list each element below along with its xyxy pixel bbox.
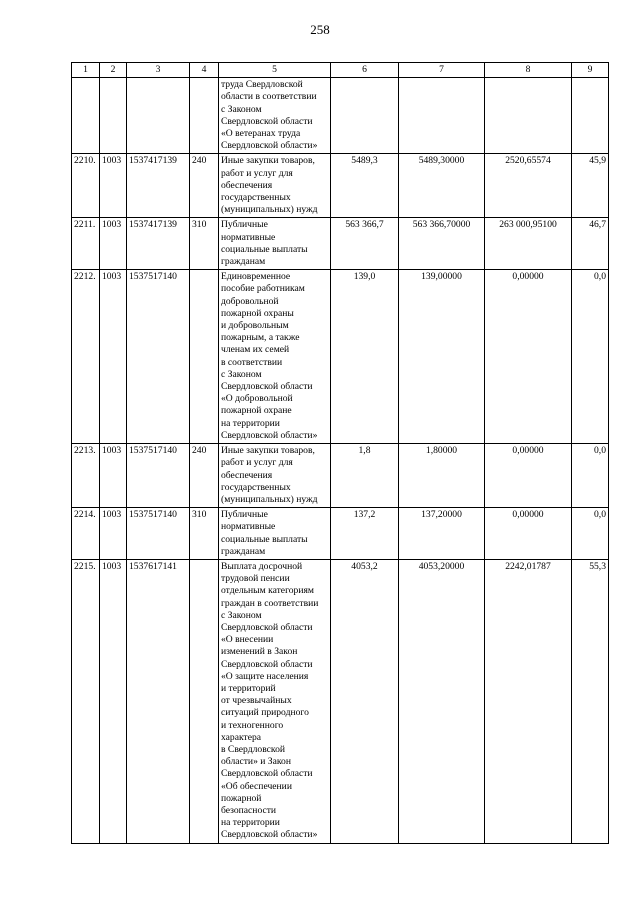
row-number-cell: 2213. — [72, 444, 100, 508]
name-cell: Публичные нормативные социальные выплаты гражданам — [219, 218, 331, 270]
executed-cell: 263 000,95100 — [485, 218, 572, 270]
executed-cell: 0,00000 — [485, 508, 572, 560]
plan-cell: 1,8 — [331, 444, 399, 508]
table-row — [72, 78, 609, 154]
plan-exact-cell — [399, 78, 485, 154]
target-article-cell: 1537417139 — [127, 154, 190, 218]
target-article-cell: 1537517140 — [127, 444, 190, 508]
expense-kind-cell — [190, 270, 219, 444]
table-row — [72, 270, 609, 444]
column-header-2: 2 — [100, 63, 127, 78]
expense-kind-cell: 240 — [190, 154, 219, 218]
target-article-cell: 1537517140 — [127, 508, 190, 560]
expense-kind-cell — [190, 559, 219, 843]
target-article-cell: 1537417139 — [127, 218, 190, 270]
plan-cell: 4053,2 — [331, 559, 399, 843]
name-cell: Иные закупки товаров, работ и услуг для обеспечения государственных (муниципальных) нужд — [219, 154, 331, 218]
row-number-cell — [72, 78, 100, 154]
plan-cell: 137,2 — [331, 508, 399, 560]
plan-exact-cell: 139,00000 — [399, 270, 485, 444]
column-header-8: 8 — [485, 63, 572, 78]
budget-table — [71, 62, 609, 844]
executed-cell — [485, 78, 572, 154]
row-number-cell: 2215. — [72, 559, 100, 843]
executed-cell: 2242,01787 — [485, 559, 572, 843]
plan-exact-cell: 5489,30000 — [399, 154, 485, 218]
column-header-6: 6 — [331, 63, 399, 78]
section-cell: 1003 — [100, 270, 127, 444]
percent-cell: 55,3 — [572, 559, 609, 843]
expense-kind-cell: 310 — [190, 218, 219, 270]
table-row — [72, 154, 609, 218]
name-cell: труда Свердловской области в соответствии с Законом Свердловской области «О ветеранах труда Свердловской области» — [219, 78, 331, 154]
row-number-cell: 2214. — [72, 508, 100, 560]
target-article-cell: 1537617141 — [127, 559, 190, 843]
target-article-cell: 1537517140 — [127, 270, 190, 444]
table-row — [72, 508, 609, 560]
name-cell: Иные закупки товаров, работ и услуг для обеспечения государственных (муниципальных) нужд — [219, 444, 331, 508]
executed-cell: 0,00000 — [485, 270, 572, 444]
section-cell: 1003 — [100, 218, 127, 270]
row-number-cell: 2211. — [72, 218, 100, 270]
executed-cell: 2520,65574 — [485, 154, 572, 218]
column-header-1: 1 — [72, 63, 100, 78]
section-cell: 1003 — [100, 508, 127, 560]
section-cell — [100, 78, 127, 154]
expense-kind-cell: 310 — [190, 508, 219, 560]
plan-cell: 5489,3 — [331, 154, 399, 218]
name-cell: Публичные нормативные социальные выплаты гражданам — [219, 508, 331, 560]
column-header-7: 7 — [399, 63, 485, 78]
plan-exact-cell: 563 366,70000 — [399, 218, 485, 270]
section-cell: 1003 — [100, 559, 127, 843]
section-cell: 1003 — [100, 444, 127, 508]
row-number-cell: 2212. — [72, 270, 100, 444]
expense-kind-cell — [190, 78, 219, 154]
column-header-5: 5 — [219, 63, 331, 78]
plan-exact-cell: 4053,20000 — [399, 559, 485, 843]
percent-cell — [572, 78, 609, 154]
executed-cell: 0,00000 — [485, 444, 572, 508]
table-row — [72, 444, 609, 508]
plan-exact-cell: 137,20000 — [399, 508, 485, 560]
section-cell: 1003 — [100, 154, 127, 218]
name-cell: Выплата досрочной трудовой пенсии отдельным категориям граждан в соответствии с Законом Свердловской области «О внесении изменений в Закон Свердловской области «О защите населения и территорий от чрезвычайных ситуаций природного и техногенного характера в Свердловской области» и Закон Свердловской области «Об обеспечении пожарной безопасности на территории Свердловской области» — [219, 559, 331, 843]
row-number-cell: 2210. — [72, 154, 100, 218]
table-row — [72, 218, 609, 270]
plan-exact-cell: 1,80000 — [399, 444, 485, 508]
name-cell: Единовременное пособие работникам добровольной пожарной охраны и добровольным пожарным, а также членам их семей в соответствии с Законом Свердловской области «О добровольной пожарной охране на территории Свердловской области» — [219, 270, 331, 444]
percent-cell: 46,7 — [572, 218, 609, 270]
column-header-3: 3 — [127, 63, 190, 78]
column-number-row — [72, 63, 609, 78]
table-row — [72, 559, 609, 843]
percent-cell: 0,0 — [572, 444, 609, 508]
page-number: 258 — [310, 22, 330, 37]
plan-cell — [331, 78, 399, 154]
plan-cell: 563 366,7 — [331, 218, 399, 270]
percent-cell: 0,0 — [572, 508, 609, 560]
percent-cell: 45,9 — [572, 154, 609, 218]
expense-kind-cell: 240 — [190, 444, 219, 508]
column-header-4: 4 — [190, 63, 219, 78]
plan-cell: 139,0 — [331, 270, 399, 444]
column-header-9: 9 — [572, 63, 609, 78]
percent-cell: 0,0 — [572, 270, 609, 444]
target-article-cell — [127, 78, 190, 154]
